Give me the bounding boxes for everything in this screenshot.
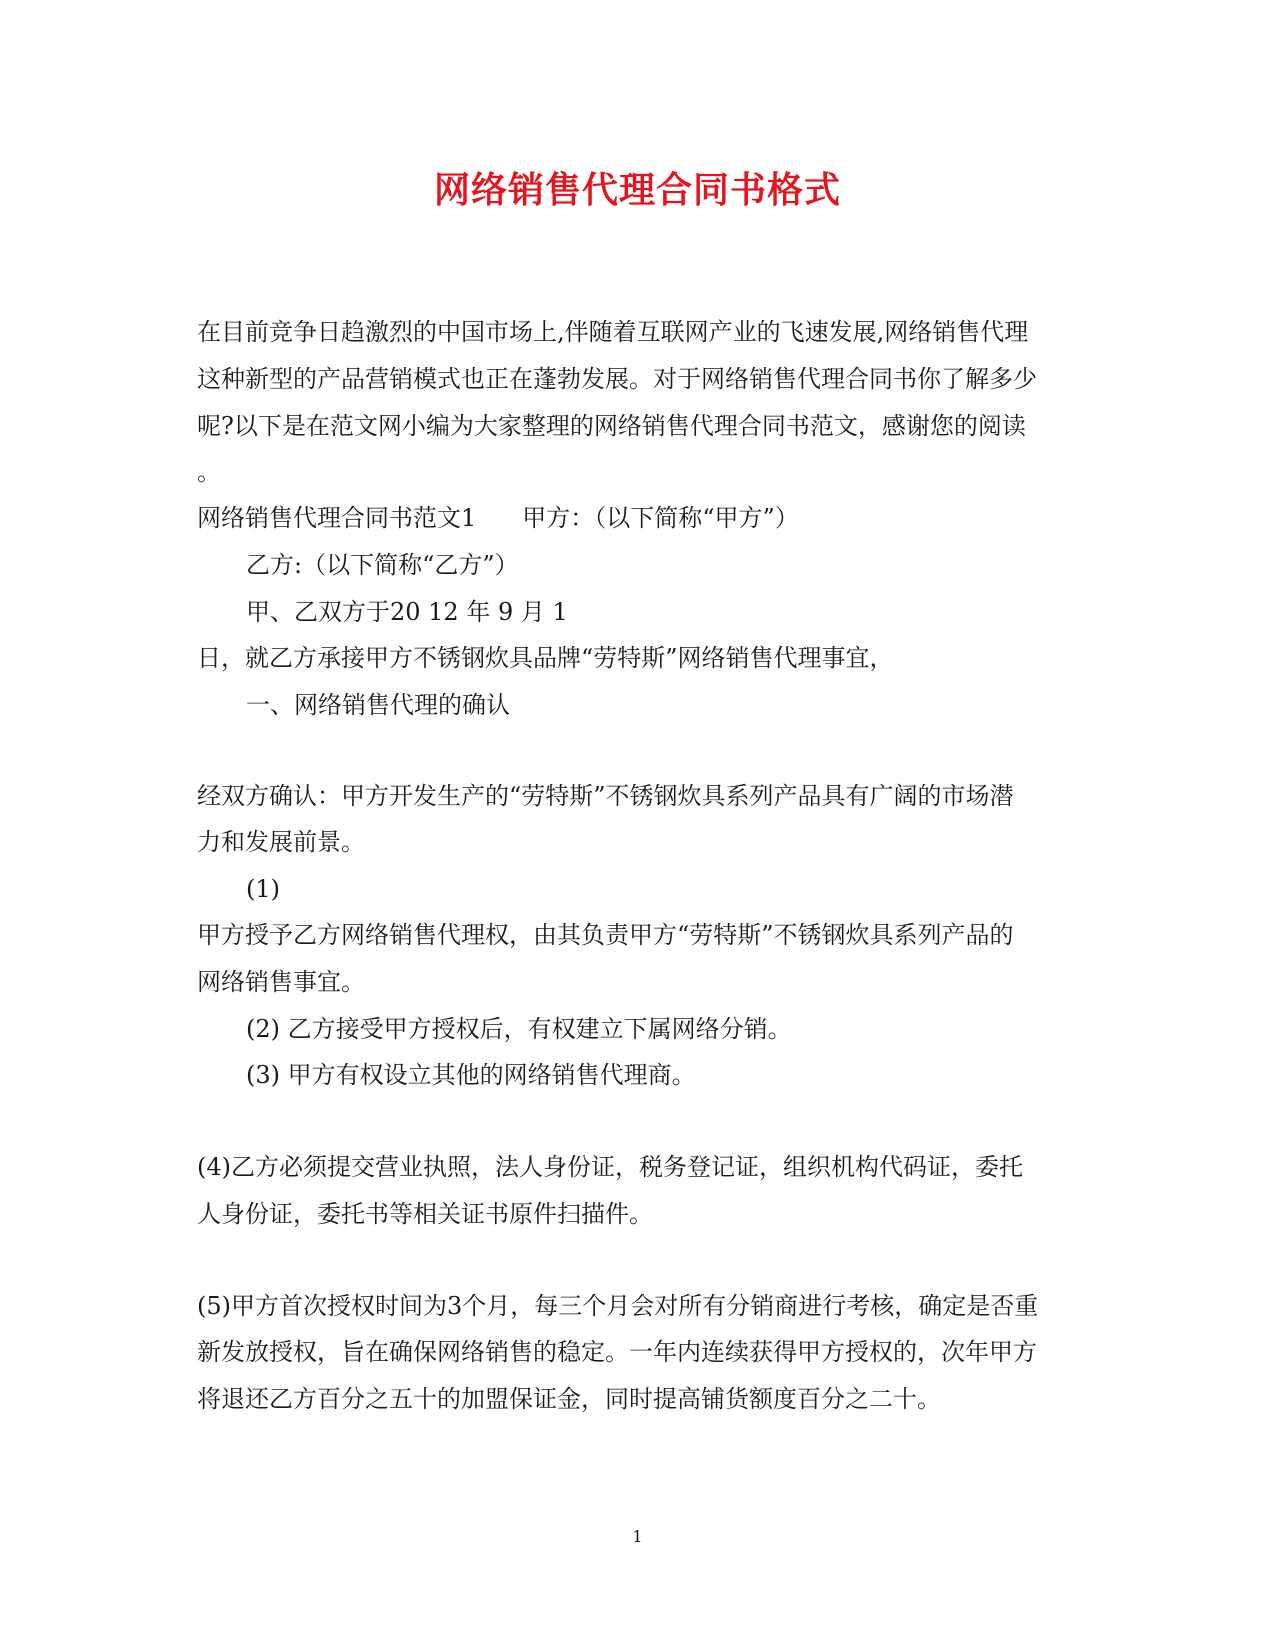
sample-heading-line <box>197 502 799 534</box>
intro-line-3: 呢?以下是在范文网小编为大家整理的网络销售代理合同书范文，感谢您的阅读 <box>197 412 1026 440</box>
item3-line: (3) 甲方有权设立其他的网络销售代理商。 <box>246 1061 696 1089</box>
matter-line: 日，就乙方承接甲方不锈钢炊具品牌“劳特斯”网络销售代理事宜， <box>197 644 894 672</box>
item4-line-2: 人身份证，委托书等相关证书原件扫描件。 <box>197 1200 653 1228</box>
item5-line-3: 将退还乙方百分之五十的加盟保证金，同时提高铺货额度百分之二十。 <box>197 1385 941 1413</box>
confirm-line-1: 经双方确认：甲方开发生产的“劳特斯”不锈钢炊具系列产品具有广阔的市场潜 <box>197 782 1014 810</box>
party-a: 甲方：（以下简称“甲方”） <box>522 504 799 532</box>
intro-line-4: 。 <box>197 458 221 486</box>
document-title: 网络销售代理合同书格式 <box>433 169 841 211</box>
section1-heading: 一、网络销售代理的确认 <box>246 691 510 719</box>
page-number: 1 <box>632 1527 643 1546</box>
item4-line-1: (4)乙方必须提交营业执照，法人身份证，税务登记证，组织机构代码证，委托 <box>197 1153 1023 1181</box>
item2-line: (2) 乙方接受甲方授权后，有权建立下属网络分销。 <box>246 1015 792 1043</box>
item5-line-2: 新发放授权，旨在确保网络销售的稳定。一年内连续获得甲方授权的，次年甲方 <box>197 1338 1037 1366</box>
item1-marker: (1) <box>246 875 280 903</box>
item5-line-1: (5)甲方首次授权时间为3个月，每三个月会对所有分销商进行考核，确定是否重 <box>197 1292 1039 1320</box>
item1-line-2: 网络销售事宜。 <box>197 968 365 996</box>
sample-heading: 网络销售代理合同书范文1 <box>197 504 477 532</box>
item1-line-1: 甲方授予乙方网络销售代理权，由其负责甲方“劳特斯”不锈钢炊具系列产品的 <box>197 921 1014 949</box>
party-b: 乙方:（以下简称“乙方”） <box>246 551 519 579</box>
date-line: 甲、乙双方于20 12 年 9 月 1 <box>246 598 568 626</box>
intro-line-2: 这种新型的产品营销模式也正在蓬勃发展。对于网络销售代理合同书你了解多少 <box>197 365 1037 393</box>
intro-line-1: 在目前竞争日趋激烈的中国市场上,伴随着互联网产业的飞速发展,网络销售代理 <box>197 318 1029 346</box>
confirm-line-2: 力和发展前景。 <box>197 828 365 856</box>
